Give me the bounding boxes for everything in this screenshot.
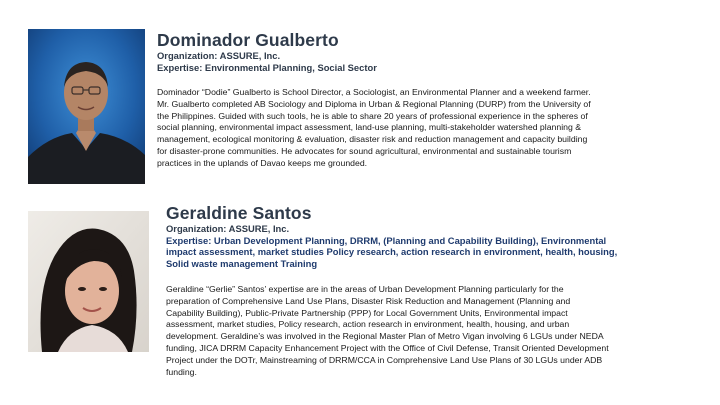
profile-card-dominador bbox=[157, 30, 702, 170]
profile-card-geraldine bbox=[166, 203, 701, 378]
profile-expertise: Expertise: Environmental Planning, Social Sector bbox=[157, 61, 377, 73]
profile-name: Dominador Gualberto bbox=[157, 30, 339, 50]
profile-bio: Geraldine “Gerlie” Santos’ expertise are in the areas of Urban Development Planning particularly for the preparation of Comprehensive Land Use Plans, Disaster Risk Reduction and Management (Planning and Capability Building), Public-Private Partnership (PPP) for Local Government Units, Environmental impact assessment, market studies, Policy research, action research in environment, health, housing, and urban development. Geraldine’s was involved in the Regional Master Plan of Metro Vigan involving 6 LGUs under NEDA funding, JICA DRRM Capacity Enhancement Project with the Office of Civil Defense, Transit Oriented Development Project under the DOTr, Mainstreaming of DRRM/CCA in Comprehensive Land Use Plans of 30 LGUs under ADB funding. bbox=[166, 284, 609, 377]
profile-name: Geraldine Santos bbox=[166, 203, 312, 223]
profile-photo-dominador bbox=[28, 29, 145, 184]
profile-bio: Dominador “Dodie” Gualberto is School Director, a Sociologist, an Environmental Planner and a weekend farmer. Mr. Gualberto completed AB Sociology and Diploma in Urban & Regional Planning (DURP) from the University of the Philippines. Guided with such tools, he is able to share 20 years of professional experience in the spheres of social planning, environmental impact assessment, land-use planning, multi-stakeholder watershed planning & management, ecological monitoring & evaluation, disaster risk and reduction management and capacity building for disaster-prone communities. He advocates for sound agricultural, environmental and sustainable tourism practices in the uplands of Davao keeps me grounded. bbox=[157, 87, 591, 168]
profile-organization: Organization: ASSURE, Inc. bbox=[166, 223, 290, 234]
profile-organization: Organization: ASSURE, Inc. bbox=[157, 50, 281, 61]
profile-expertise: Expertise: Urban Development Planning, DRRM, (Planning and Capability Building), Environmental impact assessment, market studies Policy research, action research in environment, health, housing, Solid waste management Training bbox=[166, 234, 618, 269]
profile-photo-geraldine bbox=[28, 211, 149, 352]
